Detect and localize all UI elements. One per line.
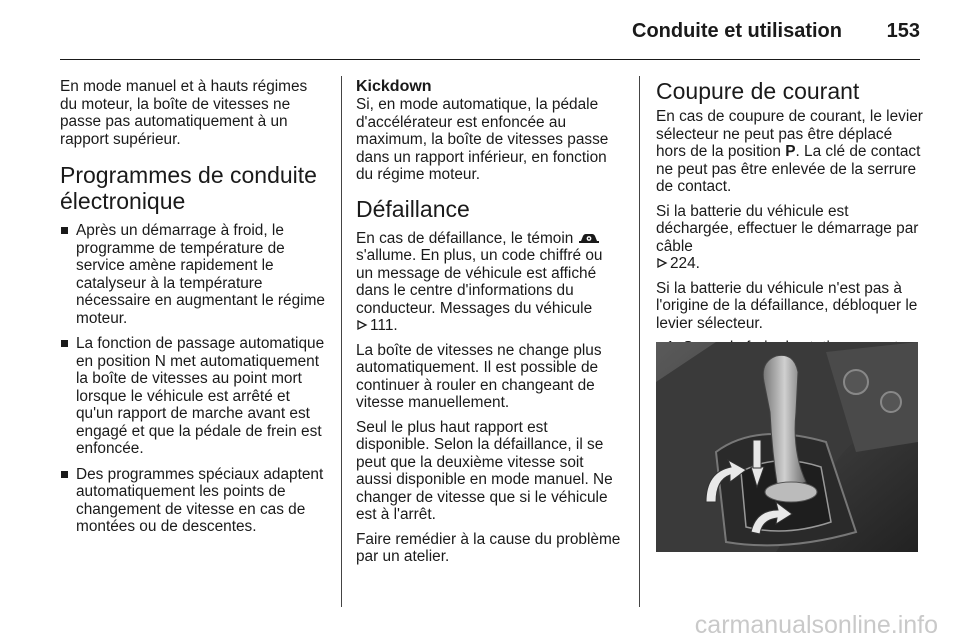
section-heading-power-cut: Coupure de courant: [656, 78, 860, 104]
p1-text-after: . La clé de contact ne peut pas être enlevée de la serrure de contact.: [656, 143, 921, 195]
power-cut-paragraph-1: [656, 108, 924, 196]
list-item-text: Des programmes spéciaux adaptent automatiquement les points de changement de vitesse en cas de montées ou de descentes.: [76, 465, 324, 535]
kickdown-heading: Kickdown: [356, 78, 432, 95]
p1-text: En cas de coupure de courant, le levier sélecteur ne peut pas être déplacé hors de la position: [656, 108, 923, 160]
page-reference-icon: [356, 319, 368, 331]
intro-paragraph: En mode manuel et à hauts régimes du moteur, la boîte de vitesses ne passe pas automatiquement à un rapport supérieur.: [60, 78, 308, 148]
programs-list: [60, 222, 326, 536]
list-item-text: La fonction de passage automatique en position N met automatiquement la boîte de vitesses au point mort lorsque le véhicule est arrêté et qu'un rapport de marche avant est engagé et que la pédale de frein est enfoncée.: [76, 335, 325, 457]
position-p: P: [785, 143, 796, 160]
bullet-icon: [61, 340, 68, 347]
list-item: [60, 335, 326, 458]
section-heading-failure: Défaillance: [356, 195, 470, 222]
header-rule: [60, 59, 920, 60]
page-number: 153: [886, 20, 920, 42]
page-reference[interactable]: 224.: [670, 255, 700, 272]
section-heading-programs: Programmes de conduite électronique: [60, 162, 317, 214]
list-item: [60, 466, 326, 536]
watermark: carmanualsonline.info: [694, 611, 938, 639]
power-cut-paragraph-3: Si la batterie du véhicule n'est pas à l'origine de la défaillance, débloquer le levier sélecteur.: [656, 279, 918, 332]
bullet-icon: [61, 471, 68, 478]
p2-text: Si la batterie du véhicule est déchargée, effectuer le démarrage par câble: [656, 202, 919, 255]
column-divider-1: [341, 76, 342, 607]
failure-paragraph-1: [356, 230, 622, 335]
kickdown-paragraph: Si, en mode automatique, la pédale d'accélérateur est enfoncée au maximum, la boîte de vitesses passe dans un rapport inférieur, en fonction du régime moteur.: [356, 96, 609, 183]
column-1: [60, 78, 326, 544]
header-title: Conduite et utilisation: [632, 20, 842, 42]
column-3: [656, 78, 924, 364]
car-gear-warning-icon: [578, 231, 600, 245]
page-reference[interactable]: 111.: [370, 317, 398, 334]
column-divider-2: [639, 76, 640, 607]
failure-paragraph-2: La boîte de vitesses ne change plus automatiquement. Il est possible de continuer à rouler en changeant de vitesse manuellement.: [356, 341, 602, 411]
failure-paragraph-4: Faire remédier à la cause du problème par un atelier.: [356, 530, 621, 565]
power-cut-paragraph-2: [656, 203, 924, 273]
gear-lever-drawing: [656, 342, 918, 552]
list-item-text: Après un démarrage à froid, le programme de température de service amène rapidement le catalyseur à la température nécessaire en augmentant le régime moteur.: [76, 222, 325, 327]
gear-selector-illustration: [656, 342, 918, 552]
column-2: [356, 78, 622, 573]
failure-paragraph-3: Seul le plus haut rapport est disponible. Selon la défaillance, il se peut que la deuxième vitesse soit aussi disponible en mode manuel. Ne changer de vitesse que si le véhicule est à l'arrêt.: [356, 418, 613, 523]
failure-text-before-icon: En cas de défaillance, le témoin: [356, 229, 578, 247]
failure-text-after-icon: s'allume. En plus, un code chiffré ou un message de véhicule est affiché dans le centre d'informations du conducteur. Messages du véhicule: [356, 247, 603, 317]
page-reference-icon: [656, 257, 668, 269]
list-item: [60, 222, 326, 327]
bullet-icon: [61, 227, 68, 234]
